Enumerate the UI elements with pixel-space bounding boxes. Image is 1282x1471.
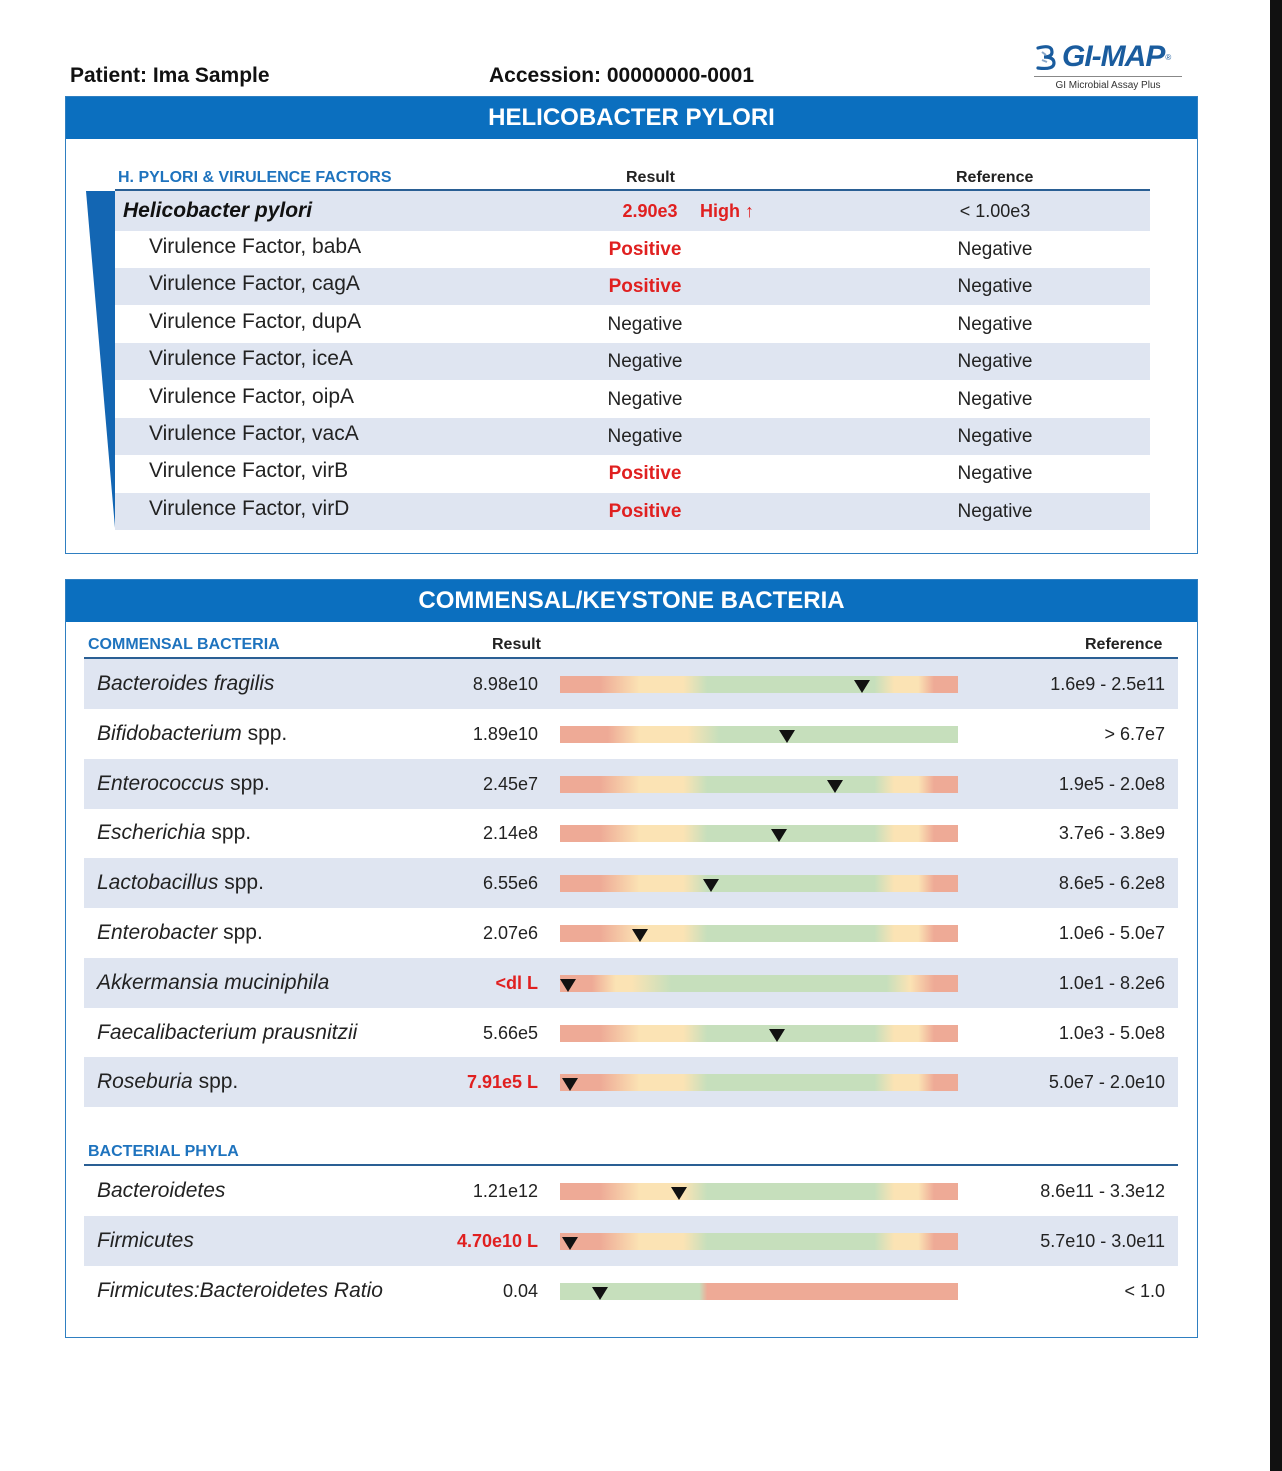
h-pylori-main-row xyxy=(115,191,1150,231)
virulence-factor-name: Virulence Factor, babA xyxy=(149,235,362,258)
bacteria-genus: Bacteroides fragilis xyxy=(97,672,275,695)
virulence-factor-result: Negative xyxy=(607,388,683,410)
virulence-factor-name: Virulence Factor, iceA xyxy=(149,347,353,371)
bacteria-reference: 1.0e1 - 8.2e6 xyxy=(1058,972,1165,993)
result-marker-icon xyxy=(854,680,870,693)
bacteria-result: 5.66e5 xyxy=(482,1022,538,1043)
virulence-factor-row xyxy=(115,306,1150,343)
bacteria-genus: Roseburia xyxy=(97,1070,193,1094)
bacteria-reference: 1.9e5 - 2.0e8 xyxy=(1058,773,1165,794)
logo-registered-mark: ® xyxy=(1165,52,1172,62)
virulence-factor-reference: Negative xyxy=(957,500,1033,522)
result-marker-icon xyxy=(560,979,576,992)
bacteria-row xyxy=(84,1057,1178,1107)
h-pylori-high-flag: High ↑ xyxy=(700,201,754,221)
commensal-banner: COMMENSAL/KEYSTONE BACTERIA xyxy=(66,580,1197,622)
virulence-factor-row xyxy=(115,343,1150,380)
bacteria-result: 2.14e8 xyxy=(482,823,538,844)
bacteria-genus: Firmicutes xyxy=(97,1228,194,1252)
bacteria-genus: Escherichia xyxy=(97,821,206,845)
result-marker-icon xyxy=(562,1237,578,1250)
bacteria-name xyxy=(97,659,274,709)
range-bar xyxy=(560,825,958,842)
virulence-factor-row xyxy=(115,231,1150,268)
h-pylori-result-value: 2.90e3 xyxy=(622,201,678,221)
bacteria-result: 8.98e10 xyxy=(472,674,538,694)
range-bar xyxy=(560,726,958,743)
bacteria-name xyxy=(97,1216,194,1266)
patient-name: Patient: Ima Sample xyxy=(70,64,270,87)
range-bar xyxy=(560,1025,958,1042)
bacteria-genus: Lactobacillus xyxy=(97,871,219,895)
range-bar xyxy=(560,975,958,992)
range-bar xyxy=(560,676,958,693)
bacteria-result: 1.21e12 xyxy=(472,1181,538,1201)
gi-map-logo xyxy=(1034,40,1184,96)
bacteria-reference: 5.7e10 - 3.0e11 xyxy=(1040,1230,1165,1251)
result-marker-icon xyxy=(703,879,719,892)
bacteria-result: 2.07e6 xyxy=(482,923,538,943)
virulence-factor-row xyxy=(115,268,1150,305)
bacteria-name xyxy=(97,858,264,908)
commensal-reference-header: Reference xyxy=(1085,636,1163,653)
result-marker-icon xyxy=(671,1187,687,1200)
bacteria-reference: 3.7e6 - 3.8e9 xyxy=(1058,823,1165,844)
logo-divider xyxy=(1034,76,1182,77)
virulence-bracket xyxy=(84,191,116,529)
bacteria-reference: > 6.7e7 xyxy=(1104,723,1165,744)
gi-map-logo-icon xyxy=(1034,42,1060,72)
virulence-factor-result: Positive xyxy=(608,276,682,298)
bacteria-reference: 8.6e5 - 6.2e8 xyxy=(1058,873,1165,894)
h-pylori-banner: HELICOBACTER PYLORI xyxy=(66,97,1197,139)
range-bar xyxy=(560,875,958,892)
virulence-factor-reference: Negative xyxy=(957,276,1033,298)
virulence-factor-name: Virulence Factor, oipA xyxy=(149,384,355,408)
bacteria-row xyxy=(84,759,1178,809)
commensal-subhead: COMMENSAL BACTERIA xyxy=(88,636,280,653)
h-pylori-result-header: Result xyxy=(626,169,675,186)
result-marker-icon xyxy=(562,1078,578,1091)
bacteria-genus: Akkermansia muciniphila xyxy=(97,970,330,994)
virulence-factor-name: Virulence Factor, virB xyxy=(149,459,349,483)
bacteria-name xyxy=(97,709,287,759)
result-marker-icon xyxy=(827,780,843,793)
range-bar xyxy=(560,1233,958,1250)
range-bar xyxy=(560,1074,958,1091)
phyla-subhead: BACTERIAL PHYLA xyxy=(88,1143,239,1160)
bacteria-suffix: spp. xyxy=(230,771,270,795)
bacteria-suffix: spp. xyxy=(211,821,252,845)
bacteria-reference: 1.6e9 - 2.5e11 xyxy=(1050,674,1165,694)
h-pylori-organism-name: Helicobacter pylori xyxy=(123,199,313,222)
bacteria-result: 6.55e6 xyxy=(482,873,538,894)
logo-subtitle: GI Microbial Assay Plus xyxy=(1055,80,1161,91)
bacteria-name xyxy=(97,759,270,809)
bacteria-name xyxy=(97,1266,383,1316)
result-marker-icon xyxy=(592,1287,608,1300)
bacteria-row xyxy=(84,908,1178,958)
bacteria-row xyxy=(84,709,1178,759)
bacteria-result: 1.89e10 xyxy=(472,723,538,744)
bacteria-row xyxy=(84,1266,1178,1316)
bacteria-suffix: spp. xyxy=(224,871,264,895)
virulence-factor-row xyxy=(115,381,1150,418)
bacteria-reference: 8.6e11 - 3.3e12 xyxy=(1040,1181,1165,1201)
result-marker-icon xyxy=(779,730,795,743)
bacteria-result: 2.45e7 xyxy=(482,773,538,794)
bacteria-row xyxy=(84,659,1178,709)
bacteria-row xyxy=(84,1166,1178,1216)
bacteria-row xyxy=(84,858,1178,908)
h-pylori-reference-header: Reference xyxy=(956,169,1034,186)
bacteria-name xyxy=(97,1008,357,1058)
bacteria-result: 4.70e10 L xyxy=(456,1230,538,1251)
bacteria-name xyxy=(97,1166,225,1216)
h-pylori-subhead: H. PYLORI & VIRULENCE FACTORS xyxy=(118,169,392,186)
bacteria-name xyxy=(97,1057,238,1107)
bacteria-result: <dl L xyxy=(495,972,538,993)
result-marker-icon xyxy=(632,929,648,942)
virulence-factor-name: Virulence Factor, vacA xyxy=(149,422,359,445)
virulence-factor-reference: Negative xyxy=(957,313,1033,335)
virulence-factor-reference: Negative xyxy=(957,351,1033,373)
bacteria-suffix: spp. xyxy=(223,921,263,944)
bacteria-row xyxy=(84,808,1178,858)
virulence-factor-result: Negative xyxy=(607,313,683,335)
bacteria-genus: Firmicutes:Bacteroidetes Ratio xyxy=(97,1278,383,1302)
result-marker-icon xyxy=(769,1029,785,1042)
bacteria-reference: 5.0e7 - 2.0e10 xyxy=(1048,1072,1165,1093)
bacteria-genus: Bifidobacterium xyxy=(97,721,242,745)
logo-wordmark: GI-MAP xyxy=(1062,40,1165,73)
virulence-factor-name: Virulence Factor, virD xyxy=(149,496,350,520)
bacteria-row xyxy=(84,1216,1178,1266)
result-marker-icon xyxy=(771,829,787,842)
bacteria-genus: Enterococcus xyxy=(97,771,225,795)
range-bar xyxy=(560,776,958,793)
bacteria-suffix: spp. xyxy=(198,1070,239,1094)
bacteria-name xyxy=(97,908,263,958)
bacteria-genus: Enterobacter xyxy=(97,921,218,944)
bacteria-name xyxy=(97,808,251,858)
h-pylori-reference-value: < 1.00e3 xyxy=(959,201,1031,221)
range-bar xyxy=(560,1183,958,1200)
virulence-factor-result: Positive xyxy=(608,463,682,485)
virulence-factor-name: Virulence Factor, dupA xyxy=(149,309,362,333)
accession-number: Accession: 00000000-0001 xyxy=(489,64,755,87)
virulence-factor-row xyxy=(115,455,1150,492)
virulence-factor-row xyxy=(115,418,1150,455)
bacteria-suffix: spp. xyxy=(247,721,288,745)
bacteria-reference: < 1.0 xyxy=(1124,1280,1165,1301)
bacteria-genus: Faecalibacterium prausnitzii xyxy=(97,1020,358,1044)
virulence-factor-result: Positive xyxy=(608,500,682,522)
virulence-factor-row xyxy=(115,493,1150,530)
bacteria-reference: 1.0e3 - 5.0e8 xyxy=(1058,1022,1165,1043)
virulence-factor-reference: Negative xyxy=(957,426,1033,447)
bacteria-result: 7.91e5 L xyxy=(466,1072,538,1093)
commensal-result-header: Result xyxy=(492,636,541,653)
bacteria-row xyxy=(84,1008,1178,1058)
virulence-factor-result: Positive xyxy=(608,239,682,260)
virulence-factor-result: Negative xyxy=(607,426,683,447)
virulence-factor-reference: Negative xyxy=(957,239,1033,260)
virulence-factor-reference: Negative xyxy=(957,463,1033,485)
virulence-factor-result: Negative xyxy=(607,351,683,373)
virulence-factor-name: Virulence Factor, cagA xyxy=(149,272,360,296)
bacteria-reference: 1.0e6 - 5.0e7 xyxy=(1058,923,1165,943)
range-bar xyxy=(560,1283,958,1300)
page-edge xyxy=(1270,0,1282,1471)
bacteria-row xyxy=(84,958,1178,1008)
bacteria-genus: Bacteroidetes xyxy=(97,1179,226,1202)
range-bar xyxy=(560,925,958,942)
bacteria-name xyxy=(97,958,329,1008)
virulence-factor-reference: Negative xyxy=(957,388,1033,410)
bacteria-result: 0.04 xyxy=(502,1280,538,1301)
